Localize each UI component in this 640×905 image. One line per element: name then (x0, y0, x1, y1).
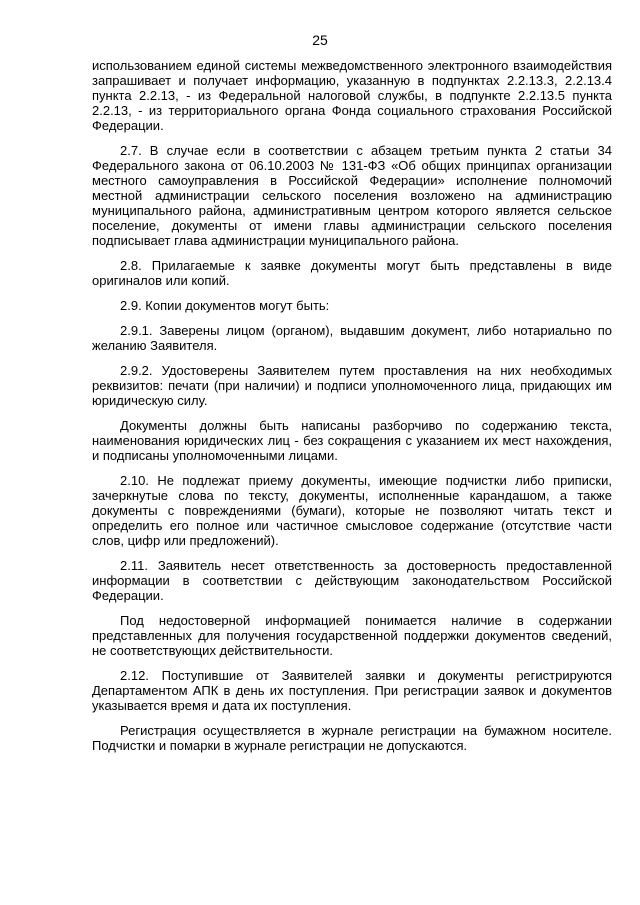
paragraph-2-10: 2.10. Не подлежат приему документы, имеющие подчистки либо приписки, зачеркнутые слова по тексту, документы, исполненные карандашом, а также документы с повреждениями (бумаги), которые не позволяют читать текст и определить его полное или частичное смысловое содержание (отсутствие части слов, цифр или предложений). (92, 473, 612, 548)
paragraph-false-information: Под недостоверной информацией понимается наличие в содержании представленных для получения государственной поддержки документов сведений, не соответствующих действительности. (92, 613, 612, 658)
paragraph-documents-requirements: Документы должны быть написаны разборчиво по содержанию текста, наименования юридических лиц - без сокращения с указанием их мест нахождения, и подписаны уполномоченными лицами. (92, 418, 612, 463)
paragraph-2-7: 2.7. В случае если в соответствии с абзацем третьим пункта 2 статьи 34 Федерального закона от 06.10.2003 № 131-ФЗ «Об общих принципах организации местного самоуправления в Российской Федерации» исполнение полномочий местной администрации сельского поселения возложено на администрацию муниципального района, административным центром которого является сельское поселение, документы от имени главы администрации сельского поселения подписывает глава администрации муниципального района. (92, 143, 612, 248)
document-body (92, 58, 612, 753)
paragraph-2-9-1: 2.9.1. Заверены лицом (органом), выдавшим документ, либо нотариально по желанию Заявителя. (92, 323, 612, 353)
paragraph-2-9-2: 2.9.2. Удостоверены Заявителем путем проставления на них необходимых реквизитов: печати (при наличии) и подписи уполномоченного лица, придающих им юридическую силу. (92, 363, 612, 408)
paragraph-2-9: 2.9. Копии документов могут быть: (120, 298, 330, 313)
paragraph-continuation: использованием единой системы межведомственного электронного взаимодействия запрашивает и получает информацию, указанную в подпунктах 2.2.13.3, 2.2.13.4 пункта 2.2.13, - из Федеральной налоговой службы, в подпункте 2.2.13.5 пункта 2.2.13, - из территориального органа Фонда социального страхования Российской Федерации. (92, 58, 612, 133)
paragraph-2-8: 2.8. Прилагаемые к заявке документы могут быть представлены в виде оригиналов или копий. (92, 258, 612, 288)
paragraph-2-12: 2.12. Поступившие от Заявителей заявки и документы регистрируются Департаментом АПК в день их поступления. При регистрации заявок и документов указывается время и дата их поступления. (92, 668, 612, 713)
paragraph-registration: Регистрация осуществляется в журнале регистрации на бумажном носителе. Подчистки и помарки в журнале регистрации не допускаются. (92, 723, 612, 753)
page-number: 25 (312, 32, 328, 48)
paragraph-2-11: 2.11. Заявитель несет ответственность за достоверность предоставленной информации в соответствии с действующим законодательством Российской Федерации. (92, 558, 612, 603)
